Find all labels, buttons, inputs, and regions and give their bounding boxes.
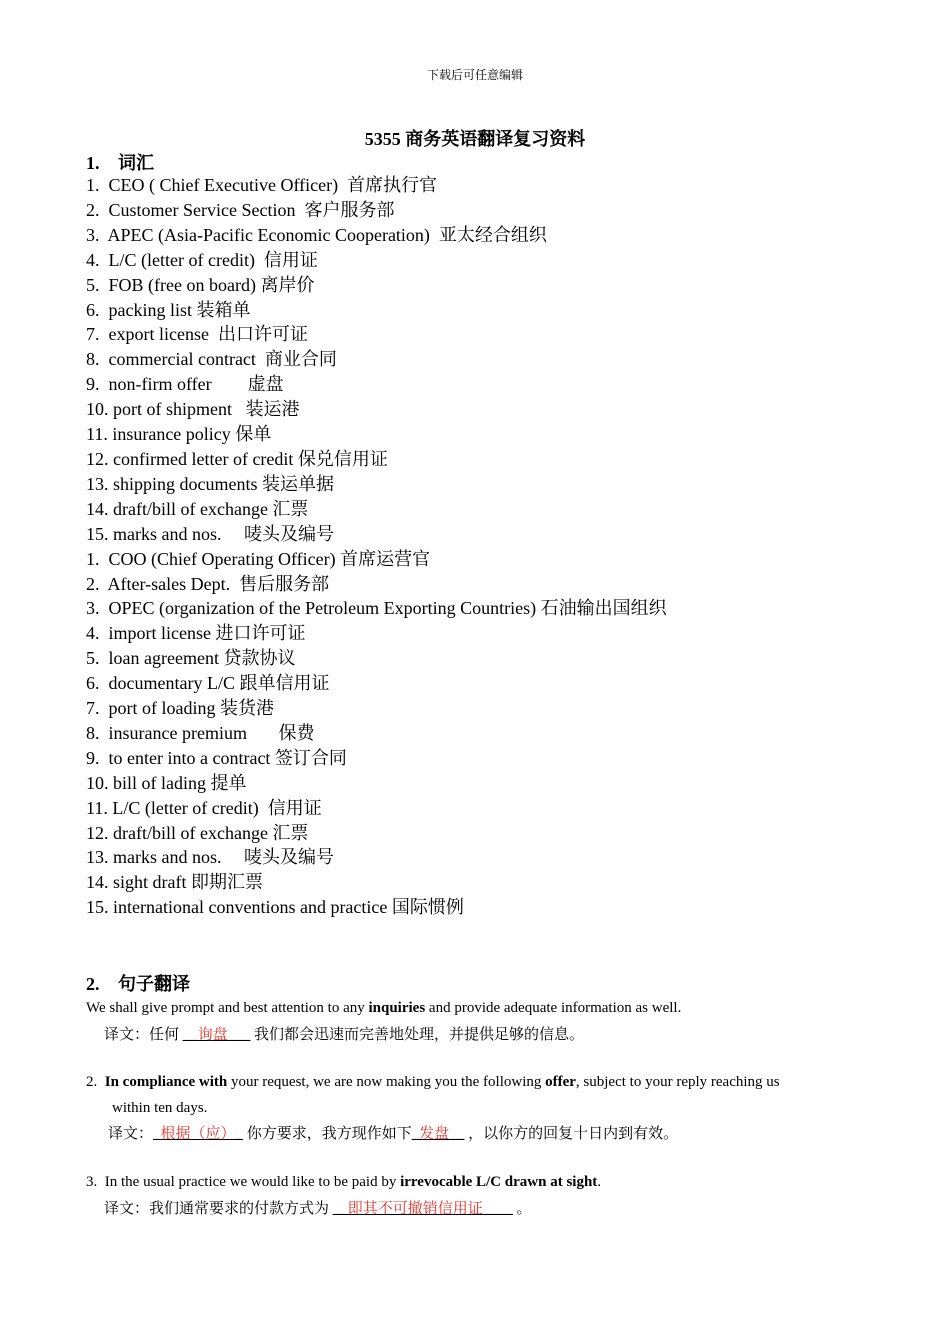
vocab-item: 1. CEO ( Chief Executive Officer) 首席执行官 [86,175,438,195]
vocab-item: 5. FOB (free on board) 离岸价 [86,274,315,295]
vocab-item: 8. insurance premium 保费 [86,722,315,743]
answer-text: 发盘 [419,1126,450,1142]
vocab-item: 4. L/C (letter of credit) 信用证 [86,249,318,270]
section-vocab-heading [86,149,154,175]
sentence-3-translation: 译文：我们通常要求的付款方式为 __即其不可撤销信用证____ 。 [104,1201,532,1217]
vocab-item: 2. Customer Service Section 客户服务部 [86,199,395,220]
vocab-item: 12. draft/bill of exchange 汇票 [86,822,309,843]
vocab-item: 11. L/C (letter of credit) 信用证 [86,797,322,818]
section-number: 2. [86,974,100,994]
document-title: 5355 商务英语翻译复习资料 [364,129,586,149]
keyword: irrevocable L/C drawn at sight [400,1174,598,1190]
vocab-item: 4. import license 进口许可证 [86,623,306,644]
answer-blank: __即其不可撤销信用证____ [332,1201,513,1217]
vocab-item: 6. documentary L/C 跟单信用证 [86,673,330,694]
answer-text: 即其不可撤销信用证 [347,1201,483,1217]
vocab-item: 13. shipping documents 装运单据 [86,473,334,494]
answer-blank: __询盘___ [182,1027,251,1043]
vocab-item: 7. export license 出口许可证 [86,324,308,345]
section-sentence-heading [86,970,190,996]
answer-blank: _发盘__ [411,1126,465,1142]
vocab-item: 3. OPEC (organization of the Petroleum Exporting Countries) 石油输出国组织 [86,598,667,619]
sentence-1-translation: 译文：任何 __询盘___ 我们都会迅速而完善地处理，并提供足够的信息。 [104,1027,585,1043]
section-label: 词汇 [118,153,154,173]
answer-text: 询盘 [197,1027,228,1043]
vocab-item: 14. sight draft 即期汇票 [86,872,263,893]
sentence-1-english: We shall give prompt and best attention to any inquiries and provide adequate information as well. [86,1000,682,1016]
vocab-item: 11. insurance policy 保单 [86,424,272,445]
vocab-item: 9. to enter into a contract 签订合同 [86,747,347,768]
vocab-item: 13. marks and nos. 唛头及编号 [86,847,334,868]
vocab-item: 12. confirmed letter of credit 保兑信用证 [86,448,388,469]
vocab-item: 8. commercial contract 商业合同 [86,349,337,370]
vocab-item: 3. APEC (Asia-Pacific Economic Cooperation) 亚太经合组织 [86,224,547,245]
vocab-item: 14. draft/bill of exchange 汇票 [86,498,309,519]
vocab-item: 6. packing list 装箱单 [86,299,251,320]
vocab-item: 9. non-firm offer 虚盘 [86,374,284,395]
sentence-2-translation: 译文：_根据（应）_ 你方要求，我方现作如下_发盘__ ，以你方的回复十日内到有效。 [108,1126,679,1142]
vocab-item: 1. COO (Chief Operating Officer) 首席运营官 [86,548,431,569]
vocab-item: 10. bill of lading 提单 [86,772,247,793]
keyword: offer [545,1074,576,1090]
vocab-list [86,173,667,920]
page-header: 下载后可任意编辑 [426,68,523,82]
answer-text: 根据（应） [160,1126,236,1142]
answer-blank: _根据（应）_ [153,1126,244,1142]
vocab-item: 15. international conventions and practice 国际惯例 [86,897,464,918]
vocab-item: 2. After-sales Dept. 售后服务部 [86,573,330,594]
sentence-2-english-cont: within ten days. [112,1100,208,1116]
sentence-2-english: 2. In compliance with your request, we are now making you the following offer, subject to your reply reaching us [86,1074,780,1090]
vocab-item: 15. marks and nos. 唛头及编号 [86,523,334,544]
section-label: 句子翻译 [118,974,190,994]
sentence-3-english: 3. In the usual practice we would like to be paid by irrevocable L/C drawn at sight. [86,1174,602,1190]
vocab-item: 7. port of loading 装货港 [86,698,274,719]
vocab-item: 5. loan agreement 贷款协议 [86,648,296,669]
keyword: inquiries [368,1000,426,1016]
keyword: In compliance with [104,1074,228,1090]
vocab-item: 10. port of shipment 装运港 [86,399,300,420]
section-number: 1. [86,153,100,173]
